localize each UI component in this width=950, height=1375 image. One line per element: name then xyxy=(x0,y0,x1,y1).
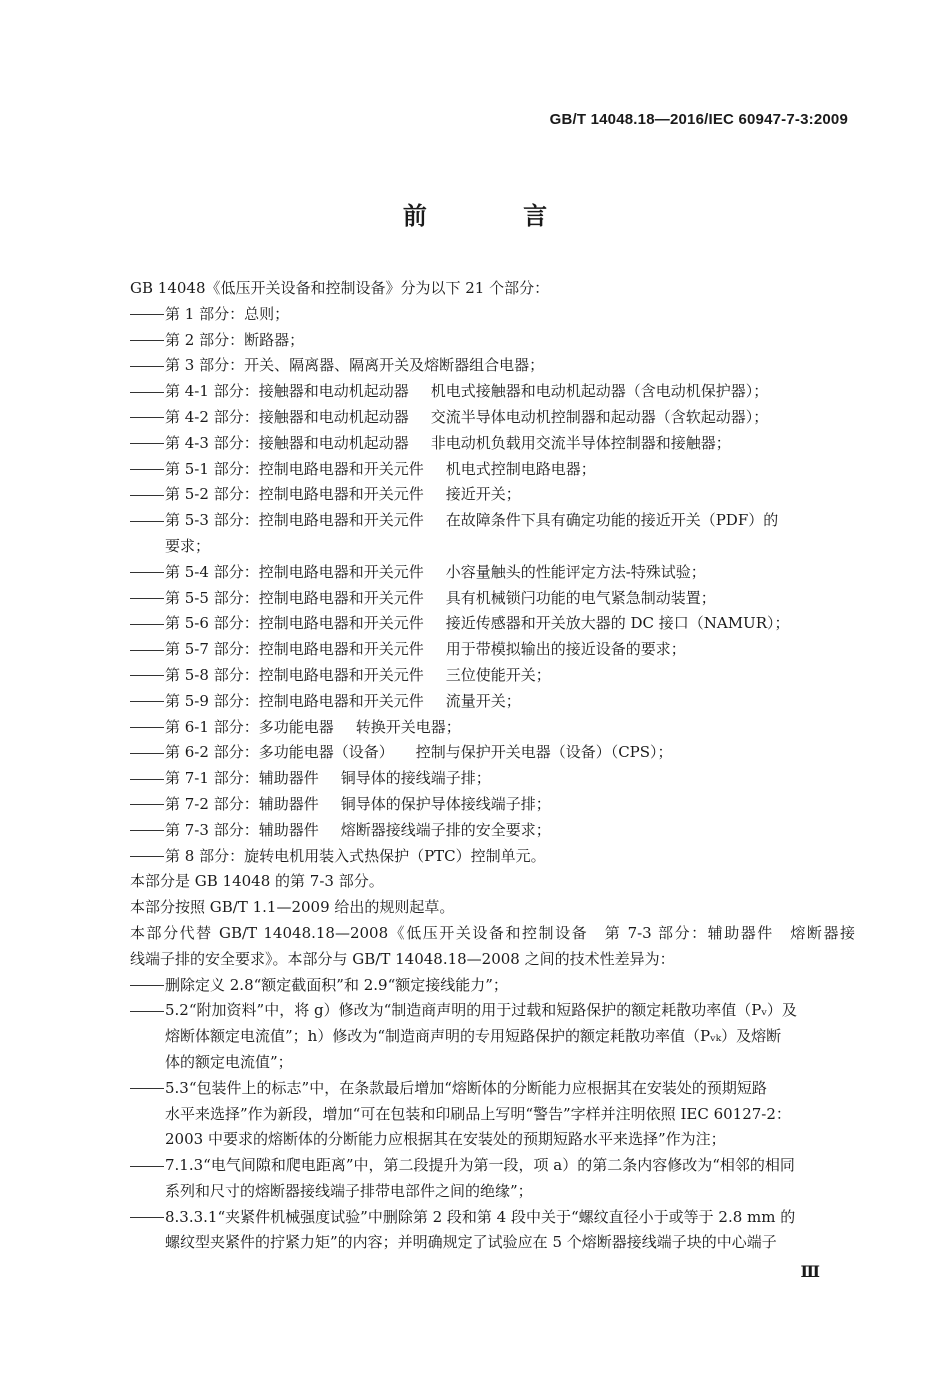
list-item xyxy=(130,482,855,508)
change-text: 8.3.3.1“夹紧件机械强度试验”中删除第 2 段和第 4 段中关于“螺纹直径小于或等于 2.8 mm 的 xyxy=(165,1207,796,1226)
change-item-continuation: 水平来选择”作为新段，增加“可在包装和印刷品上写明“警告”字样并注明依照 IEC 60127-2： xyxy=(165,1104,791,1123)
part-subtitle: 小容量触头的性能评定方法-特殊试验； xyxy=(445,562,706,581)
parts-list xyxy=(130,302,855,870)
list-item xyxy=(130,586,855,612)
list-item-continuation: 要求； xyxy=(165,536,211,555)
em-dash-bullet xyxy=(130,392,164,393)
part-title: 第 5-1 部分：控制电路电器和开关元件 xyxy=(165,459,424,478)
part-title: 第 2 部分：断路器； xyxy=(165,330,305,349)
em-dash-bullet xyxy=(130,1011,164,1012)
part-title: 第 5-9 部分：控制电路电器和开关元件 xyxy=(165,691,424,710)
part-subtitle: 转换开关电器； xyxy=(355,717,461,736)
changes-list xyxy=(130,973,855,1257)
change-item-continuation: 熔断体额定电流值”；h）修改为“制造商声明的专用短路保护的额定耗散功率值（Pᵥₖ）及熔断 xyxy=(165,1027,782,1046)
part-title: 第 5-8 部分：控制电路电器和开关元件 xyxy=(165,665,424,684)
em-dash-bullet xyxy=(130,366,164,367)
list-item xyxy=(130,844,855,870)
change-item xyxy=(130,973,855,999)
part-subtitle: 机电式控制电路电器； xyxy=(445,459,596,478)
part-subtitle: 流量开关； xyxy=(445,691,521,710)
em-dash-bullet xyxy=(130,804,164,805)
part-subtitle: 铜导体的保护导体接线端子排； xyxy=(340,794,551,813)
part-subtitle: 熔断器接线端子排的安全要求； xyxy=(340,820,551,839)
em-dash-bullet xyxy=(130,495,164,496)
part-title: 第 5-6 部分：控制电路电器和开关元件 xyxy=(165,614,424,633)
change-item xyxy=(130,998,855,1024)
change-item-continuation: 2003 中要求的熔断体的分断能力应根据其在安装处的预期短路水平来选择”作为注； xyxy=(165,1130,726,1149)
part-subtitle: 交流半导体电动机控制器和起动器（含软起动器）； xyxy=(430,407,769,426)
em-dash-bullet xyxy=(130,753,164,754)
paragraph: 本部分是 GB 14048 的第 7-3 部分。 xyxy=(130,872,384,891)
paragraph: 本部分按照 GB/T 1.1—2009 给出的规则起草。 xyxy=(130,898,455,917)
part-subtitle: 接近开关； xyxy=(445,485,521,504)
part-subtitle: 机电式接触器和电动机起动器（含电动机保护器）； xyxy=(430,382,769,401)
part-title: 第 1 部分：总则； xyxy=(165,304,290,323)
change-text: 7.1.3“电气间隙和爬电距离”中，第二段提升为第一段，项 a）的第二条内容修改为“相邻的相同 xyxy=(165,1156,795,1175)
em-dash-bullet xyxy=(130,598,164,599)
list-item xyxy=(130,379,855,405)
em-dash-bullet xyxy=(130,443,164,444)
em-dash-bullet xyxy=(130,314,164,315)
list-item xyxy=(130,457,855,483)
list-item xyxy=(130,792,855,818)
change-item-continuation: 系列和尺寸的熔断器接线端子排带电部件之间的绝缘”； xyxy=(165,1181,533,1200)
part-title: 第 3 部分：开关、隔离器、隔离开关及熔断器组合电器； xyxy=(165,356,545,375)
change-text: 删除定义 2.8“额定截面积”和 2.9“额定接线能力”； xyxy=(165,975,508,994)
part-title: 第 5-7 部分：控制电路电器和开关元件 xyxy=(165,640,424,659)
em-dash-bullet xyxy=(130,830,164,831)
em-dash-bullet xyxy=(130,727,164,728)
change-item-continuation: 体的额定电流值”； xyxy=(165,1052,293,1071)
em-dash-bullet xyxy=(130,521,164,522)
list-item xyxy=(130,740,855,766)
part-title: 第 5-4 部分：控制电路电器和开关元件 xyxy=(165,562,424,581)
change-text: 5.3“包装件上的标志”中，在条款最后增加“熔断体的分断能力应根据其在安装处的预期短路 xyxy=(165,1078,767,1097)
em-dash-bullet xyxy=(130,650,164,651)
em-dash-bullet xyxy=(130,1217,164,1218)
part-subtitle: 非电动机负载用交流半导体控制器和接触器； xyxy=(430,433,731,452)
list-item xyxy=(130,431,855,457)
part-title: 第 5-3 部分：控制电路电器和开关元件 xyxy=(165,511,424,530)
list-item xyxy=(130,611,855,637)
part-title: 第 6-1 部分：多功能电器 xyxy=(165,717,334,736)
change-item xyxy=(130,1205,855,1231)
list-item xyxy=(130,302,855,328)
part-title: 第 6-2 部分：多功能电器（设备） xyxy=(165,743,394,762)
part-title: 第 4-1 部分：接触器和电动机起动器 xyxy=(165,382,409,401)
em-dash-bullet xyxy=(130,856,164,857)
list-item xyxy=(130,818,855,844)
em-dash-bullet xyxy=(130,417,164,418)
page-number: Ⅲ xyxy=(800,1262,820,1281)
part-subtitle: 铜导体的接线端子排； xyxy=(340,769,491,788)
part-title: 第 4-2 部分：接触器和电动机起动器 xyxy=(165,407,409,426)
list-item xyxy=(130,715,855,741)
change-item xyxy=(130,1076,855,1102)
document-body xyxy=(130,276,855,1256)
list-item xyxy=(130,560,855,586)
change-text: 5.2“附加资料”中，将 g）修改为“制造商声明的用于过载和短路保护的额定耗散功率值（Pᵥ）及 xyxy=(165,1001,797,1020)
list-item xyxy=(130,508,855,534)
em-dash-bullet xyxy=(130,340,164,341)
list-item xyxy=(130,405,855,431)
em-dash-bullet xyxy=(130,469,164,470)
change-item xyxy=(130,1153,855,1179)
em-dash-bullet xyxy=(130,1166,164,1167)
part-title: 第 4-3 部分：接触器和电动机起动器 xyxy=(165,433,409,452)
part-title: 第 7-2 部分：辅助器件 xyxy=(165,794,319,813)
change-item-continuation: 螺纹型夹紧件的拧紧力矩”的内容；并明确规定了试验应在 5 个熔断器接线端子块的中心端子 xyxy=(165,1233,777,1252)
em-dash-bullet xyxy=(130,779,164,780)
list-item xyxy=(130,328,855,354)
part-title: 第 7-1 部分：辅助器件 xyxy=(165,769,319,788)
part-title: 第 7-3 部分：辅助器件 xyxy=(165,820,319,839)
list-item xyxy=(130,766,855,792)
em-dash-bullet xyxy=(130,985,164,986)
list-item xyxy=(130,689,855,715)
em-dash-bullet xyxy=(130,572,164,573)
intro-paragraph: GB 14048《低压开关设备和控制设备》分为以下 21 个部分： xyxy=(130,279,550,297)
part-title: 第 5-2 部分：控制电路电器和开关元件 xyxy=(165,485,424,504)
part-title: 第 8 部分：旋转电机用装入式热保护（PTC）控制单元。 xyxy=(165,846,546,865)
standard-number-header: GB/T 14048.18—2016/IEC 60947-7-3:2009 xyxy=(549,111,848,128)
em-dash-bullet xyxy=(130,624,164,625)
list-item xyxy=(130,353,855,379)
part-subtitle: 在故障条件下具有确定功能的接近开关（PDF）的 xyxy=(445,511,779,530)
page-title: 前 言 xyxy=(402,202,592,230)
part-subtitle: 三位使能开关； xyxy=(445,665,551,684)
em-dash-bullet xyxy=(130,1088,164,1089)
list-item xyxy=(130,663,855,689)
part-subtitle: 接近传感器和开关放大器的 DC 接口（NAMUR）； xyxy=(445,614,790,633)
em-dash-bullet xyxy=(130,675,164,676)
paragraph-line: 线端子排的安全要求》。本部分与 GB/T 14048.18—2008 之间的技术性差异为： xyxy=(130,949,675,968)
part-subtitle: 控制与保护开关电器（设备）（CPS）； xyxy=(415,743,673,762)
part-subtitle: 用于带模拟输出的接近设备的要求； xyxy=(445,640,686,659)
paragraph-line: 本部分代替 GB/T 14048.18—2008《低压开关设备和控制设备 第 7-3 部分：辅助器件 熔断器接 xyxy=(130,923,855,942)
part-subtitle: 具有机械锁闩功能的电气紧急制动装置； xyxy=(445,588,716,607)
list-item xyxy=(130,637,855,663)
em-dash-bullet xyxy=(130,701,164,702)
part-title: 第 5-5 部分：控制电路电器和开关元件 xyxy=(165,588,424,607)
